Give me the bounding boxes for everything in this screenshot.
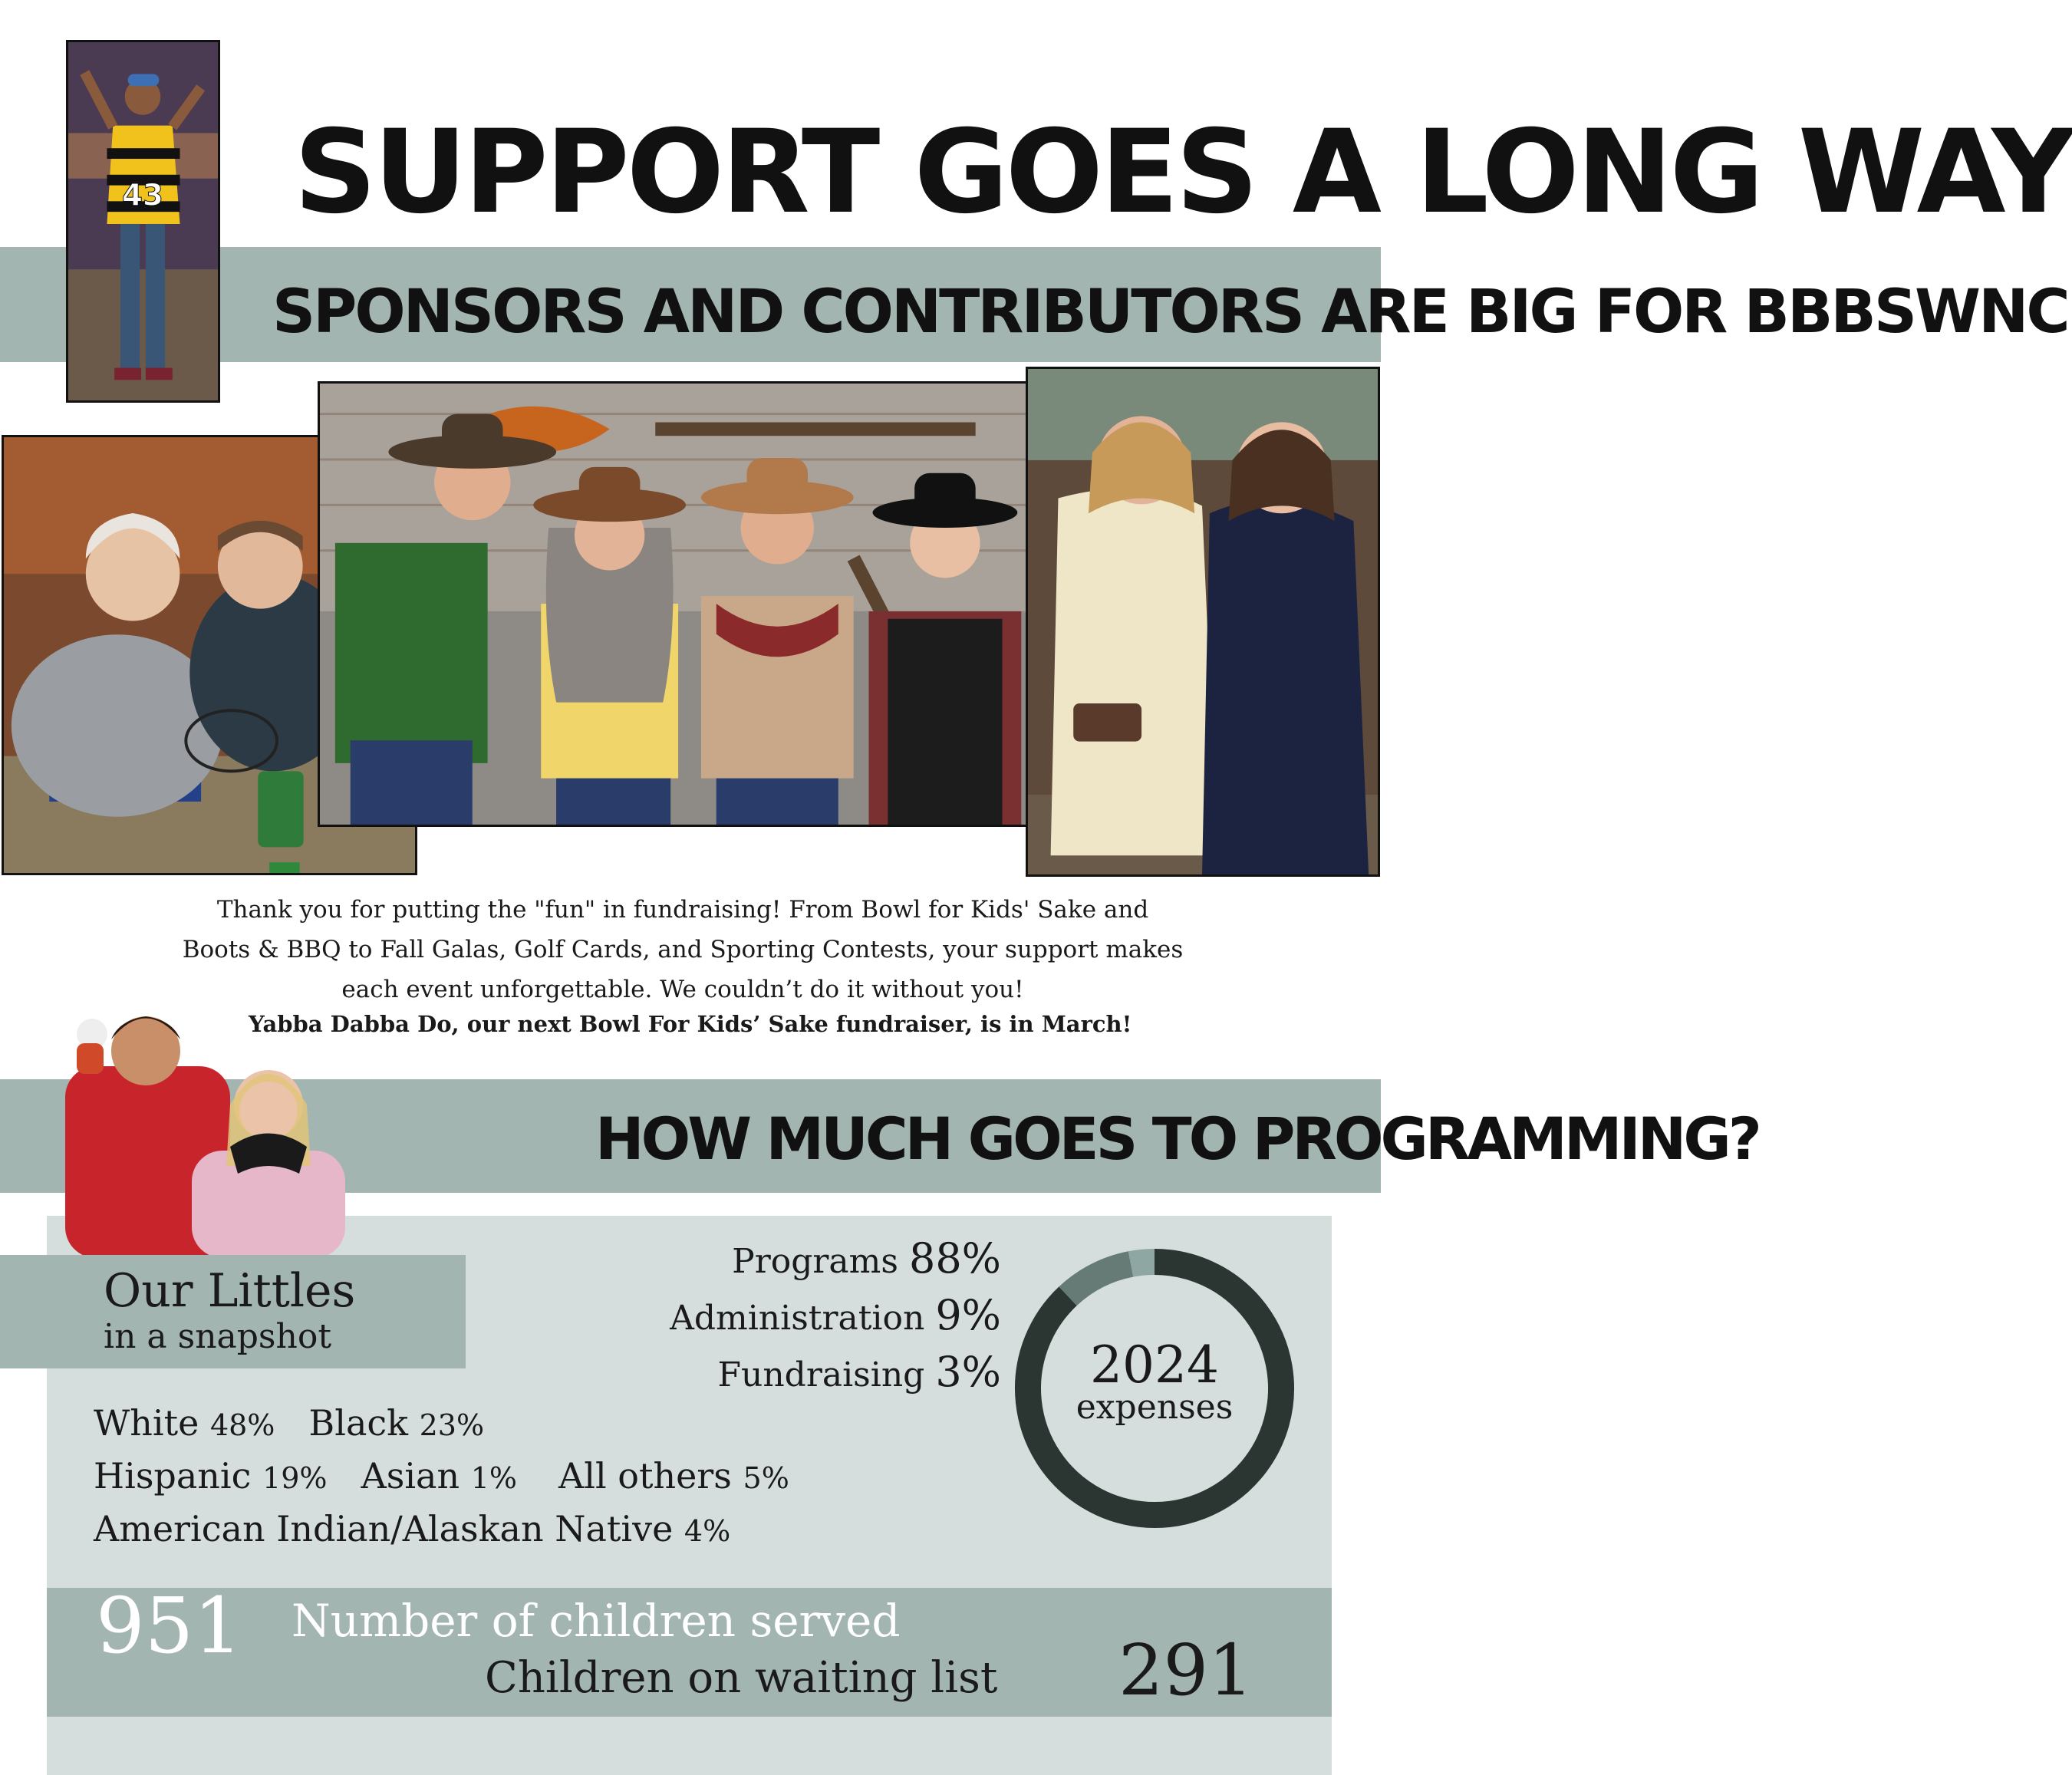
kids-photo [58,997,349,1258]
expense-fundraising [670,1345,1001,1402]
demographics-row-1 [94,1398,789,1451]
gala-women-photo [1026,367,1380,877]
bowler-photo [66,40,220,403]
programming-heading: HOW MUCH GOES TO PROGRAMMING? [595,1105,1759,1173]
thanks-line-2: Boots & BBQ to Fall Galas, Golf Cards, and Sporting Contests, your support makes [182,936,1184,963]
waiting-list-label: Children on waiting list [485,1653,998,1703]
demographics-row-2 [94,1451,789,1503]
page-title: SUPPORT GOES A LONG WAY [294,106,2072,239]
donut-caption: expenses [1076,1388,1234,1427]
donut-slice-administration [1068,1264,1131,1296]
page-subtitle: SPONSORS AND CONTRIBUTORS ARE BIG FOR BBBSWNC [272,278,2068,347]
expense-list [670,1232,1001,1402]
thanks-line-1: Thank you for putting the "fun" in fundraising! From Bowl for Kids' Sake and [216,896,1149,924]
demo-hispanic: Hispanic 19% [94,1455,328,1497]
expense-programs-value: 88% [908,1234,1001,1283]
expense-administration-value: 9% [935,1291,1001,1339]
waiting-list-number: 291 [1118,1629,1253,1711]
expense-administration [670,1289,1001,1345]
demographics [94,1398,789,1556]
our-littles-subtitle: in a snapshot [104,1317,332,1356]
expense-fundraising-value: 3% [935,1348,1001,1396]
demo-black: Black 23% [308,1402,485,1444]
children-served-label: Number of children served [292,1595,901,1647]
expense-programs [670,1232,1001,1289]
donut-year: 2024 [1090,1335,1219,1395]
demo-asian: Asian 1% [361,1455,518,1497]
our-littles-title: Our Littles [104,1264,356,1318]
western-couples-photo [318,381,1060,827]
expense-programs-label: Programs [732,1242,898,1281]
demographics-row-3 [94,1503,789,1556]
thanks-paragraph [46,890,1319,1009]
children-served-number: 951 [96,1581,242,1671]
next-event-note: Yabba Dabba Do, our next Bowl For Kids’ Sake fundraiser, is in March! [249,1011,1132,1037]
expense-administration-label: Administration [670,1299,925,1338]
donut-slice-fundraising [1131,1262,1155,1264]
expense-fundraising-label: Fundraising [717,1355,925,1395]
thanks-line-3: each event unforgettable. We couldn’t do it without you! [341,976,1024,1003]
demo-american-indian: American Indian/Alaskan Native 4% [94,1508,731,1549]
jersey-number: 43 [122,177,164,213]
demo-white: White 48% [94,1402,275,1444]
demo-all-others: All others 5% [558,1455,789,1497]
expenses-donut-chart [1009,1243,1300,1534]
